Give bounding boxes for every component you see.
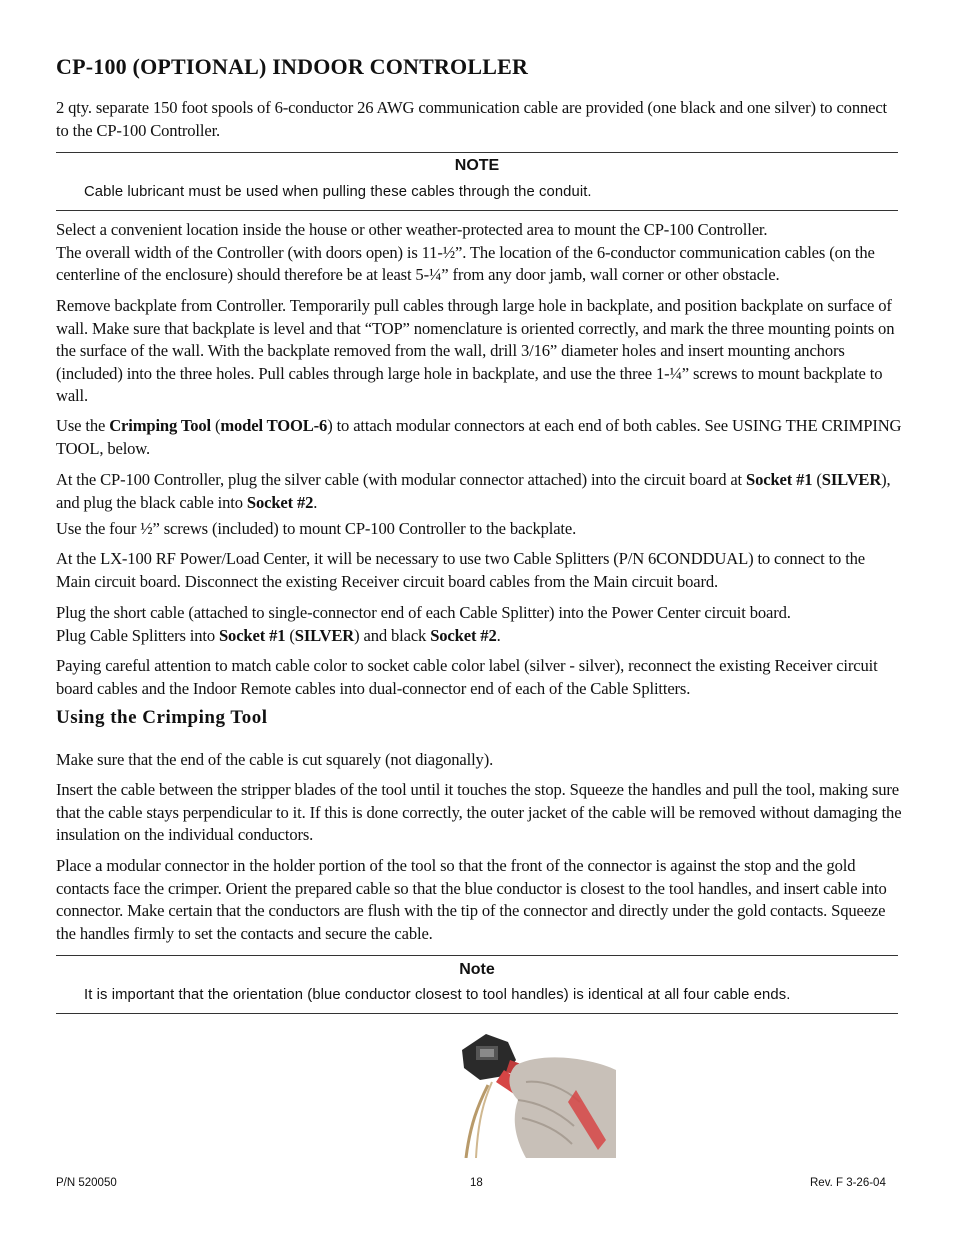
socket-2-label: Socket #2: [430, 625, 497, 645]
note2-top-divider: [56, 955, 898, 956]
note2-bottom-divider: [56, 1013, 898, 1014]
screws-paragraph: Use the four ½” screws (included) to mount CP-100 Controller to the backplate.: [56, 519, 577, 538]
intro-paragraph: 2 qty. separate 150 foot spools of 6-conductor 26 AWG communication cable are provided (one black and one silver) to connect to the CP-100 Controller.: [56, 98, 888, 140]
place-connector-paragraph: Place a modular connector in the holder portion of the tool so that the front of the connector is against the stop and the gold contacts face the crimper. Orient the prepared cable so that the blue conductor is closest to the tool handles, and insert cable into connector. Make certain that the conductors are flush with the tip of the connector and directly under the gold contacts. Squeeze the handles firmly to set the contacts and secure the cable.: [56, 856, 887, 943]
location-line: Select a convenient location inside the house or other weather-protected area to mount the CP-100 Controller.: [56, 220, 768, 239]
page-number: 18: [470, 1177, 483, 1189]
socket-1-label: Socket #1: [218, 625, 286, 645]
cut-square-paragraph: Make sure that the end of the cable is cut squarely (not diagonally).: [56, 750, 494, 769]
note-text: Cable lubricant must be used when pulling these cables through the conduit.: [84, 184, 592, 200]
note2-heading: Note: [459, 961, 495, 978]
crimping-tool-photo: [456, 1030, 616, 1158]
model-label: model TOOL-6: [220, 416, 328, 435]
socket-1-label: Socket #1: [746, 470, 813, 489]
width-text: The overall width of the Controller (with doors open) is 11-½”. The location of the 6-conductor communication cables (on the centerline of the enclosure) should therefore be at least 5-¼” from any door jamb, wall corner or other obstacle.: [56, 242, 875, 285]
silver-label: SILVER: [294, 625, 355, 645]
note-bottom-divider: [56, 210, 898, 211]
crimping-tool-paragraph: Use the Crimping Tool (model TOOL-6) to attach modular connectors at each end of both cables. See USING THE CRIMPING TOOL, below.: [56, 416, 902, 458]
note-heading: NOTE: [454, 157, 500, 174]
backplate-paragraph: Remove backplate from Controller. Temporarily pull cables through large hole in backplate, and position backplate on surface of wall. Make sure that backplate is level and that “TOP” nomenclature is oriented correctly, and mark the three mounting points on the surface of the wall. With the backplate removed from the wall, drill 3/16” diameter holes and insert mounting anchors (included) into the three holes. Pull cables through large hole in backplate, and use the three 1-¼” screws to mount backplate to wall.: [56, 296, 895, 406]
revision: Rev. F 3-26-04: [810, 1177, 886, 1189]
location-paragraph: [56, 219, 902, 287]
socket-2-label: Socket #2: [246, 492, 314, 512]
short-cable-paragraph: Plug the short cable (attached to single-connector end of each Cable Splitter) into the Power Center circuit board. Plug Cable Splitters into Socket #1 (SILVER) and black Socket #2.: [56, 603, 791, 645]
plug-paragraph: At the CP-100 Controller, plug the silver cable (with modular connector attached) into the circuit board at Socket #1 (SILVER), and plug the black cable into Socket #2.: [56, 470, 891, 512]
note2-text: It is important that the orientation (blue conductor closest to tool handles) is identical at all four cable ends.: [84, 987, 791, 1003]
part-number: P/N 520050: [56, 1177, 117, 1189]
section-heading: Using the Crimping Tool: [56, 707, 268, 728]
page-title: CP-100 (OPTIONAL) INDOOR CONTROLLER: [56, 54, 529, 79]
lx100-paragraph: At the LX-100 RF Power/Load Center, it will be necessary to use two Cable Splitters (P/N 6CONDDUAL) to connect to the Main circuit board. Disconnect the existing Receiver circuit board cables from the Main circuit board.: [56, 549, 866, 591]
note-top-divider: [56, 152, 898, 153]
color-match-paragraph: Paying careful attention to match cable color to socket cable color label (silver - silver), reconnect the existing Receiver circuit board cables and the Indoor Remote cables into dual-connector end of each of the Cable Splitters.: [56, 656, 878, 698]
crimping-tool-label: Crimping Tool: [109, 416, 211, 435]
insert-cable-paragraph: Insert the cable between the stripper blades of the tool until it touches the stop. Squeeze the handles and pull the tool, making sure that the cable stays perpendicular to it. If this is done correctly, the outer jacket of the cable will be removed without damaging the insulation on the individual conductors.: [56, 780, 902, 845]
silver-label: SILVER: [821, 470, 882, 489]
